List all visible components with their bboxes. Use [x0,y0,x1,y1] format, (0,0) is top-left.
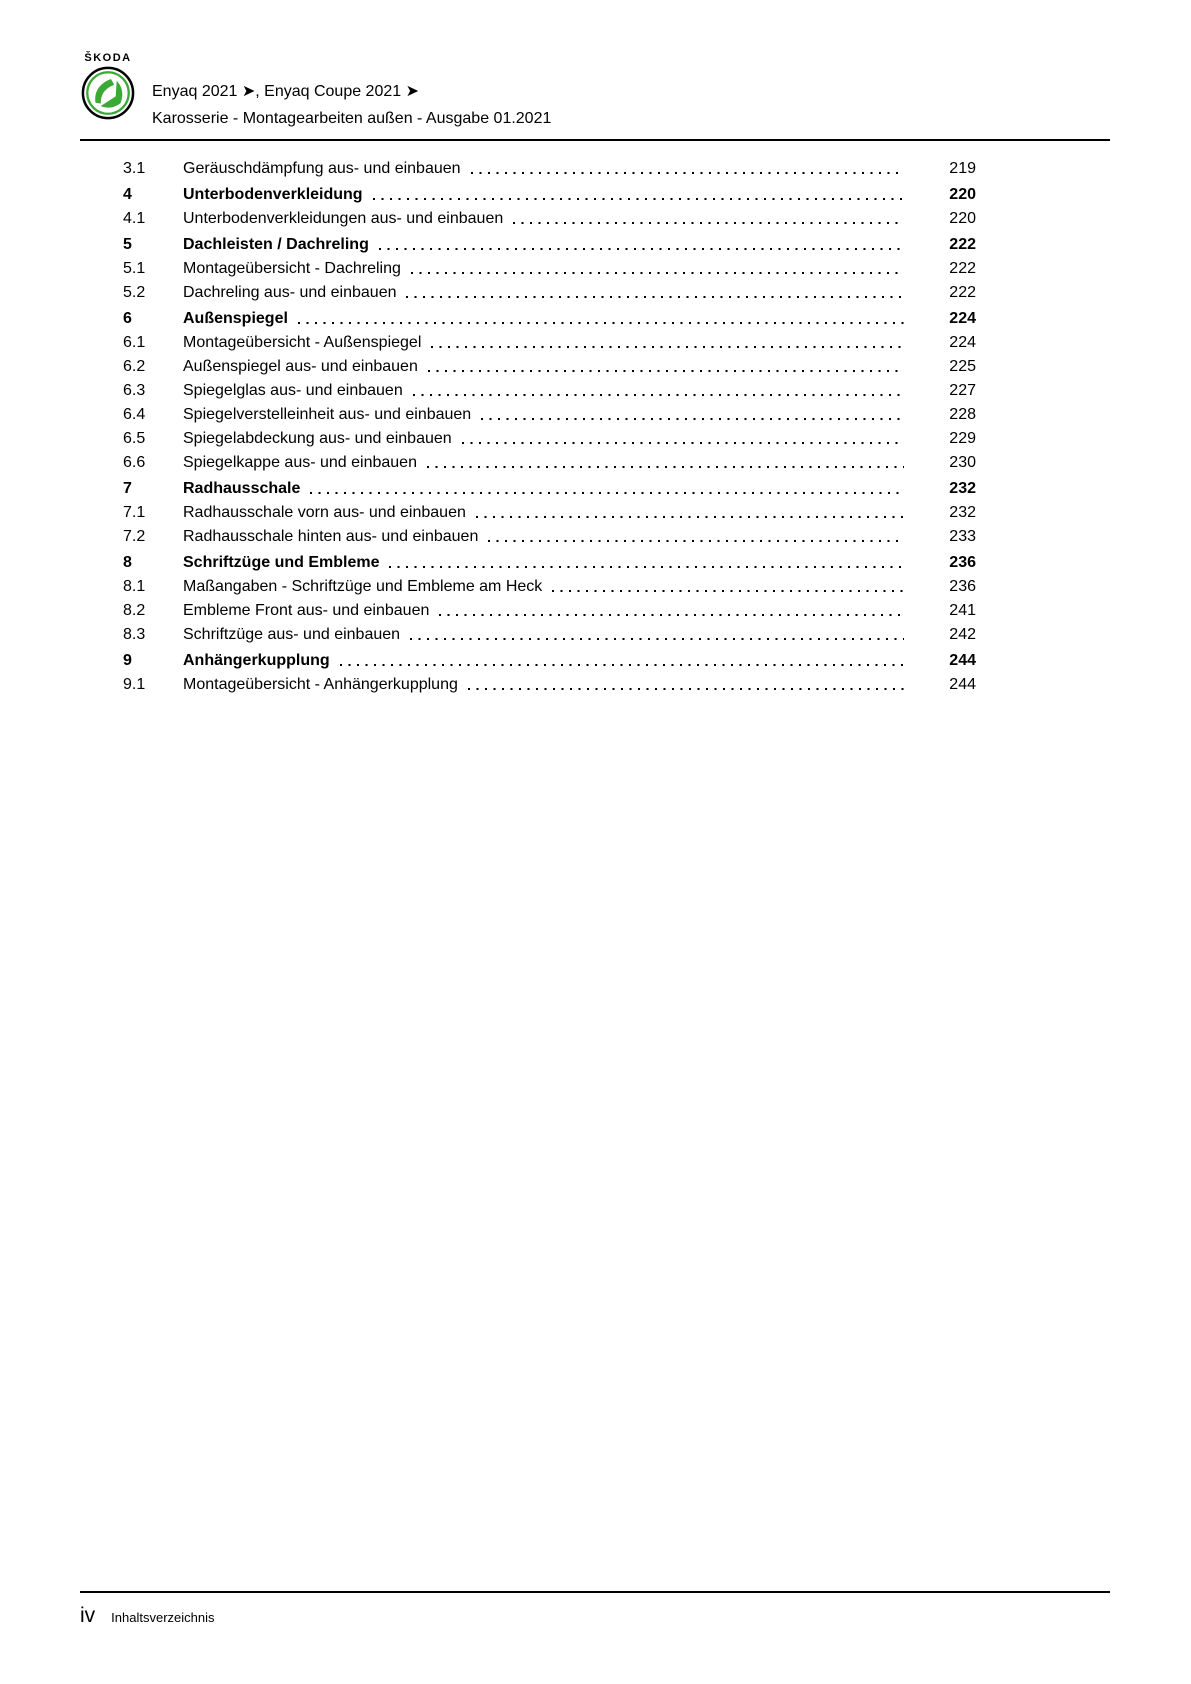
toc-entry-page: 224 [949,310,976,327]
toc-entry [123,525,976,549]
dot-leader [471,172,904,174]
toc-entry-page: 236 [949,554,976,571]
toc-entry-page: 229 [949,430,976,447]
toc-entry [123,575,976,599]
dot-leader [462,442,904,444]
toc-entry [123,233,976,257]
toc-entry-number: 6.6 [123,454,146,471]
toc-entry [123,501,976,525]
toc-entry-label: Radhausschale vorn aus- und einbauen [183,504,466,521]
toc-entry-label: Außenspiegel [183,310,288,327]
toc-entry-number: 9.1 [123,676,146,693]
toc-entry-number: 7.1 [123,504,146,521]
toc-entry-label: Maßangaben - Schriftzüge und Embleme am Heck [183,578,543,595]
toc-entry-label: Spiegelverstelleinheit aus- und einbauen [183,406,472,423]
toc-entry [123,183,976,207]
toc-entry-number: 5.2 [123,284,146,301]
toc-entry-number: 6.1 [123,334,146,351]
toc-entry [123,157,976,181]
toc-entry-number: 6.5 [123,430,146,447]
dot-leader [468,688,904,690]
footer-label: Inhaltsverzeichnis [111,1610,215,1625]
toc-entry-label: Montageübersicht - Außenspiegel [183,334,422,351]
toc-entry-page: 224 [949,334,976,351]
toc-entry-page: 241 [949,602,976,619]
toc-entry-label: Montageübersicht - Anhängerkupplung [183,676,458,693]
toc-entry-label: Unterbodenverkleidung [183,186,363,203]
toc-entry [123,207,976,231]
toc-entry-label: Radhausschale [183,480,301,497]
toc-entry-page: 244 [949,652,976,669]
toc-entry-number: 6.2 [123,358,146,375]
dot-leader [389,566,904,568]
toc-entry-number: 5.1 [123,260,146,277]
toc-entry-page: 242 [949,626,976,643]
toc-entry-number: 8.3 [123,626,146,643]
toc-entry [123,451,976,475]
dot-leader [481,418,904,420]
dot-leader [513,222,904,224]
toc-entry [123,331,976,355]
toc-entry-page: 219 [949,160,976,177]
toc-entry-page: 225 [949,358,976,375]
dot-leader [428,370,904,372]
toc-entry-page: 228 [949,406,976,423]
toc-entry-number: 6.3 [123,382,146,399]
dot-leader [406,296,904,298]
dot-leader [413,394,904,396]
toc-entry-number: 7 [123,480,132,497]
toc-entry-label: Spiegelabdeckung aus- und einbauen [183,430,452,447]
toc-entry-label: Schriftzüge und Embleme [183,554,380,571]
dot-leader [427,466,904,468]
toc-entry-page: 222 [949,260,976,277]
toc-entry-number: 8.2 [123,602,146,619]
dot-leader [431,346,904,348]
toc-entry [123,599,976,623]
toc-entry-page: 233 [949,528,976,545]
skoda-logo-icon [81,66,135,120]
toc-entry-label: Dachleisten / Dachreling [183,236,369,253]
dot-leader [310,492,904,494]
toc-entry-label: Dachreling aus- und einbauen [183,284,397,301]
toc-entry-page: 232 [949,480,976,497]
dot-leader [298,322,904,324]
toc-entry-number: 6.4 [123,406,146,423]
toc-entry [123,403,976,427]
dot-leader [373,198,904,200]
toc-entry-page: 227 [949,382,976,399]
footer [80,1604,215,1628]
toc-entry-label: Spiegelglas aus- und einbauen [183,382,403,399]
dot-leader [410,638,904,640]
toc-entry-number: 4.1 [123,210,146,227]
toc-entry-label: Montageübersicht - Dachreling [183,260,401,277]
toc-entry [123,257,976,281]
toc-entry [123,623,976,647]
logo-block [78,52,138,125]
document-title: Enyaq 2021 ➤, Enyaq Coupe 2021 ➤ [152,83,419,100]
toc-entry-page: 244 [949,676,976,693]
toc-entry-page: 220 [949,210,976,227]
toc-entry-page: 230 [949,454,976,471]
dot-leader [340,664,904,666]
toc-entry-label: Anhängerkupplung [183,652,330,669]
toc-entry-page: 222 [949,236,976,253]
toc-entry [123,281,976,305]
toc-entry [123,477,976,501]
toc-entry-label: Außenspiegel aus- und einbauen [183,358,418,375]
toc-entry [123,649,976,673]
toc-entry [123,379,976,403]
toc-entry [123,427,976,451]
toc-entry [123,307,976,331]
dot-leader [552,590,904,592]
brand-name: ŠKODA [84,52,132,64]
toc-entry-label: Geräuschdämpfung aus- und einbauen [183,160,461,177]
toc-entry-page: 220 [949,186,976,203]
header-text [152,82,551,129]
toc-entry-label: Spiegelkappe aus- und einbauen [183,454,417,471]
toc-entry-number: 4 [123,186,132,203]
toc-entry [123,355,976,379]
header-divider [80,139,1110,141]
toc-entry-number: 3.1 [123,160,146,177]
footer-divider [80,1591,1110,1593]
dot-leader [411,272,904,274]
toc-entry-label: Embleme Front aus- und einbauen [183,602,430,619]
toc-entry-number: 9 [123,652,132,669]
toc-entry-number: 7.2 [123,528,146,545]
document-subtitle: Karosserie - Montagearbeiten außen - Ausgabe 01.2021 [152,110,552,127]
toc-entry-label: Radhausschale hinten aus- und einbauen [183,528,479,545]
dot-leader [439,614,904,616]
toc-entry [123,551,976,575]
toc-entry-number: 8 [123,554,132,571]
dot-leader [488,540,904,542]
dot-leader [476,516,904,518]
toc-entry-number: 6 [123,310,132,327]
toc-entry-page: 222 [949,284,976,301]
toc-entry-number: 5 [123,236,132,253]
toc-entry [123,673,976,697]
table-of-contents [123,157,976,697]
toc-entry-number: 8.1 [123,578,146,595]
toc-entry-label: Schriftzüge aus- und einbauen [183,626,401,643]
toc-entry-page: 232 [949,504,976,521]
toc-entry-label: Unterbodenverkleidungen aus- und einbauen [183,210,504,227]
page-number: iv [80,1604,96,1627]
dot-leader [379,248,904,250]
toc-entry-page: 236 [949,578,976,595]
